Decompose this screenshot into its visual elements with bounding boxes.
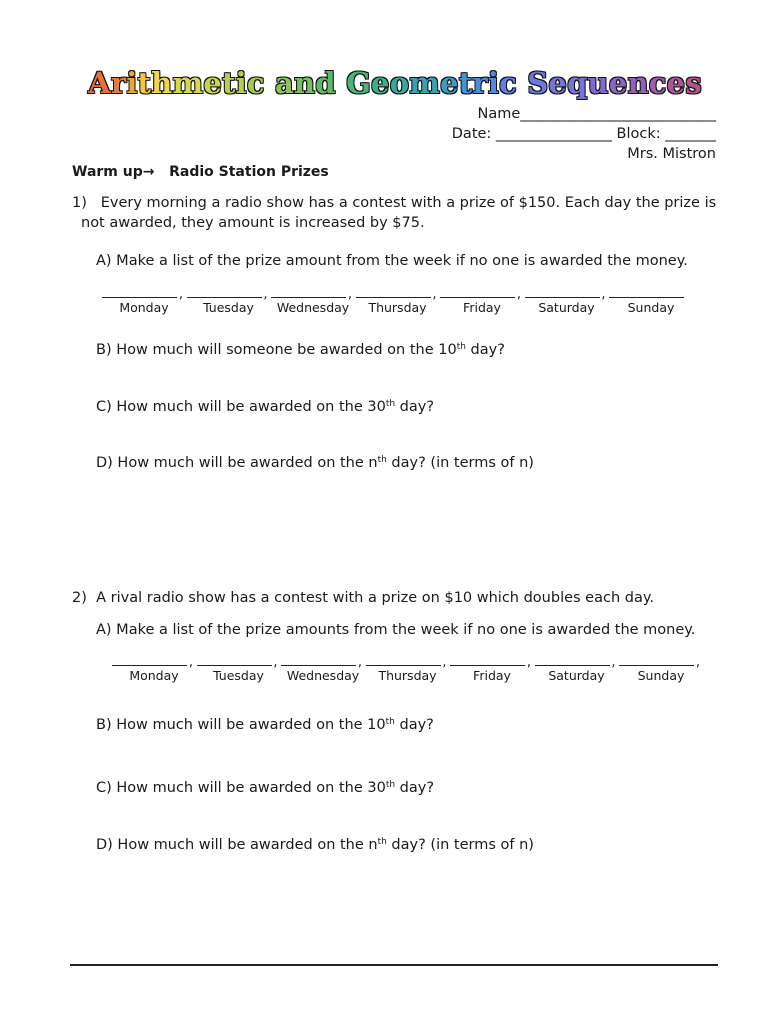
warmup-topic: Radio Station Prizes [169,164,329,180]
day-blank-sunday [609,287,693,315]
warmup-label: Warm up [72,164,143,180]
q1-text-line2: not awarded, they amount is increased by $75. [81,215,425,231]
day-label: Monday [129,668,179,683]
q2-text-line1: 2) A rival radio show has a contest with a prize on $10 which doubles each day. [72,590,654,606]
day-label: Friday [463,300,501,315]
day-label: Friday [473,668,511,683]
q2-part-d: D) How much will be awarded on the $n^{th}$ day? (in terms of n) [96,837,534,853]
q1-days-row [102,287,702,327]
day-label: Sunday [637,668,685,683]
q2-part-c: C) How much will be awarded on the 30th day? [96,780,435,796]
day-blank-tuesday: , Tuesday [197,655,281,683]
date-block-line: Date: ________________ Block: _______ [451,126,716,142]
day-label: Saturday [538,300,595,315]
q1-number: 1) [72,195,87,211]
day-blank-wednesday: , Wednesday [271,287,355,315]
q1-text-line1: 1) Every morning a radio show has a contest with a prize of $150. Each day the prize is [72,195,717,211]
bottom-rule [70,964,718,966]
day-blank-friday: , Friday [450,655,534,683]
day-blank-wednesday: , Wednesday [281,655,365,683]
day-blank-saturday: , Saturday [525,287,609,315]
day-label: Saturday [548,668,605,683]
worksheet-title: Arithmetic and Geometric Sequences [88,66,702,100]
day-blank-friday: , Friday [440,287,524,315]
right-arrow-icon: → [142,164,155,180]
day-label: Thursday [378,668,437,683]
q2-part-b: B) How much will be awarded on the 10th day? [96,717,434,733]
day-label: Wednesday [286,668,360,683]
q2-days-row [112,655,712,695]
day-blank-thursday: , Thursday [366,655,450,683]
day-blank-saturday: , Saturday [535,655,619,683]
day-label: Tuesday [203,300,254,315]
q1-part-d: D) How much will be awarded on the $n^{th}$ day? (in terms of n) [96,455,534,471]
q1-part-a: A) Make a list of the prize amount from the week if no one is awarded the money. [96,253,688,269]
day-blank-thursday: , Thursday [356,287,440,315]
day-blank-monday: , Monday [102,287,186,315]
day-label: Sunday [627,300,675,315]
q2-number: 2) [72,590,87,606]
q1-part-b: B) How much will someone be awarded on the 10th day? [96,342,505,358]
day-label: Wednesday [276,300,350,315]
day-blank-monday: , Monday [112,655,196,683]
day-blank-sunday: , Sunday [619,655,703,683]
day-label: Monday [119,300,169,315]
name-field-line: Name___________________________ [477,106,716,122]
day-label: Thursday [368,300,427,315]
q1-part-c: C) How much will be awarded on the 30th day? [96,399,435,415]
q2-part-a: A) Make a list of the prize amounts from the week if no one is awarded the money. [96,622,696,638]
warmup-heading [72,164,329,180]
day-blank-tuesday: , Tuesday [187,287,271,315]
day-label: Tuesday [213,668,264,683]
teacher-name: Mrs. Mistron [627,146,716,162]
